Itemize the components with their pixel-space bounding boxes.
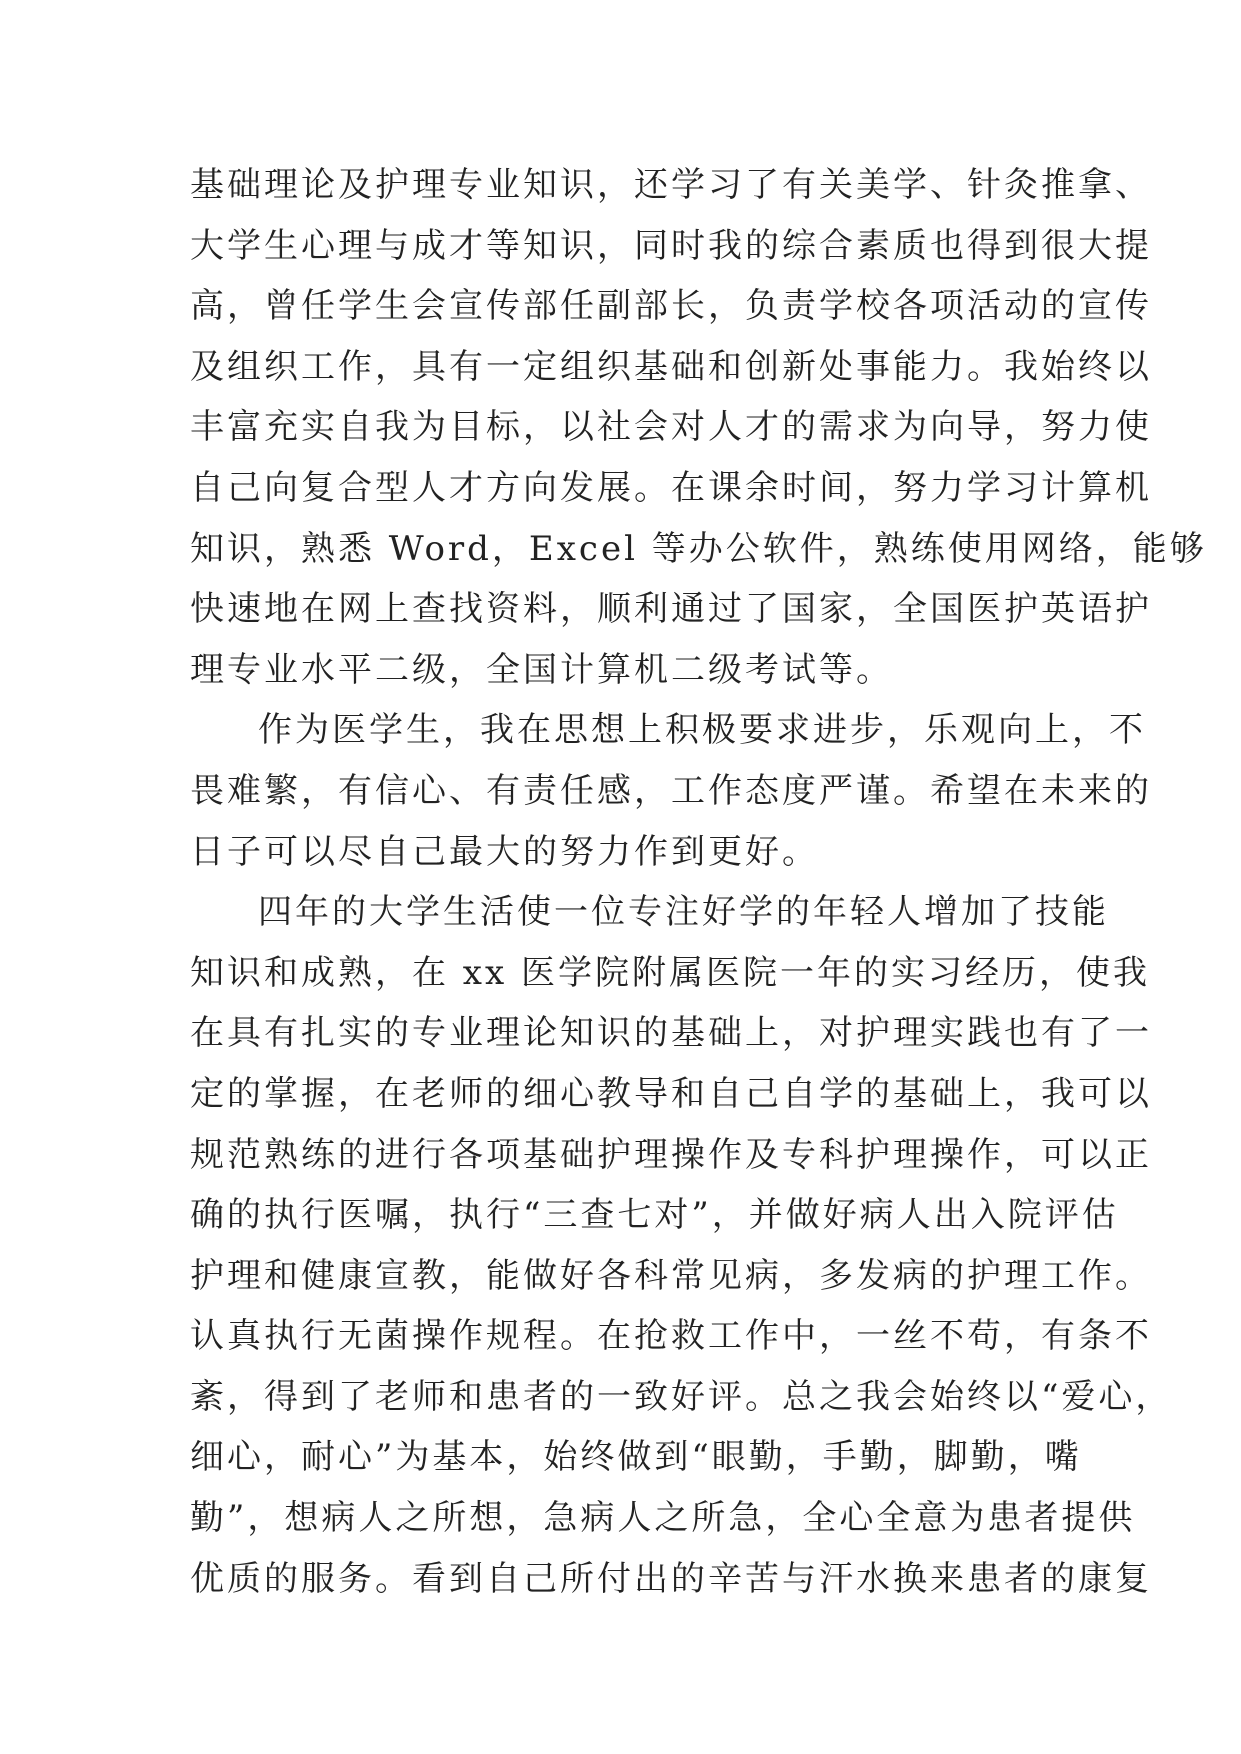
text-line: 日子可以尽自己最大的努力作到更好。 <box>190 831 819 872</box>
text-line: 紊，得到了老师和患者的一致好评。总之我会始终以“爱心， <box>190 1376 1173 1417</box>
text-line: 在具有扎实的专业理论知识的基础上，对护理实践也有了一 <box>190 1013 1152 1054</box>
paragraph-first-line: 四年的大学生活使一位专注好学的年轻人增加了技能 <box>258 892 1109 933</box>
text-line: 勤”，想病人之所想，急病人之所急，全心全意为患者提供 <box>190 1498 1136 1539</box>
text-line: 自己向复合型人才方向发展。在课余时间，努力学习计算机 <box>190 467 1152 508</box>
text-line: 知识和成熟，在 xx 医学院附属医院一年的实习经历，使我 <box>190 952 1150 993</box>
paragraph-first-line: 作为医学生，我在思想上积极要求进步，乐观向上，不 <box>258 710 1146 751</box>
text-line: 定的掌握，在老师的细心教导和自己自学的基础上，我可以 <box>190 1073 1152 1114</box>
text-line: 及组织工作，具有一定组织基础和创新处事能力。我始终以 <box>190 346 1152 387</box>
text-line: 知识，熟悉 Word，Excel 等办公软件，熟练使用网络，能够 <box>190 528 1207 569</box>
text-line: 丰富充实自我为目标，以社会对人才的需求为向导，努力使 <box>190 407 1152 448</box>
body-text <box>190 155 1207 1609</box>
text-line: 基础理论及护理专业知识，还学习了有关美学、针灸推拿、 <box>190 165 1152 205</box>
text-line: 规范熟练的进行各项基础护理操作及专科护理操作，可以正 <box>190 1134 1152 1175</box>
text-line: 大学生心理与成才等知识，同时我的综合素质也得到很大提 <box>190 225 1152 266</box>
text-line: 优质的服务。看到自己所付出的辛苦与汗水换来患者的康复 <box>190 1558 1152 1599</box>
text-line: 快速地在网上查找资料，顺利通过了国家，全国医护英语护 <box>190 589 1152 630</box>
text-line: 高，曾任学生会宣传部任副部长，负责学校各项活动的宣传 <box>190 286 1152 327</box>
text-line: 护理和健康宣教，能做好各科常见病，多发病的护理工作。 <box>190 1255 1152 1296</box>
text-line: 确的执行医嘱，执行“三查七对”，并做好病人出入院评估 <box>190 1195 1119 1236</box>
text-line: 认真执行无菌操作规程。在抢救工作中，一丝不苟，有条不 <box>190 1316 1152 1357</box>
text-line: 细心，耐心”为基本，始终做到“眼勤，手勤，脚勤，嘴 <box>190 1437 1082 1478</box>
text-line: 理专业水平二级，全国计算机二级考试等。 <box>190 649 893 690</box>
text-line: 畏难繁，有信心、有责任感，工作态度严谨。希望在未来的 <box>190 770 1152 811</box>
